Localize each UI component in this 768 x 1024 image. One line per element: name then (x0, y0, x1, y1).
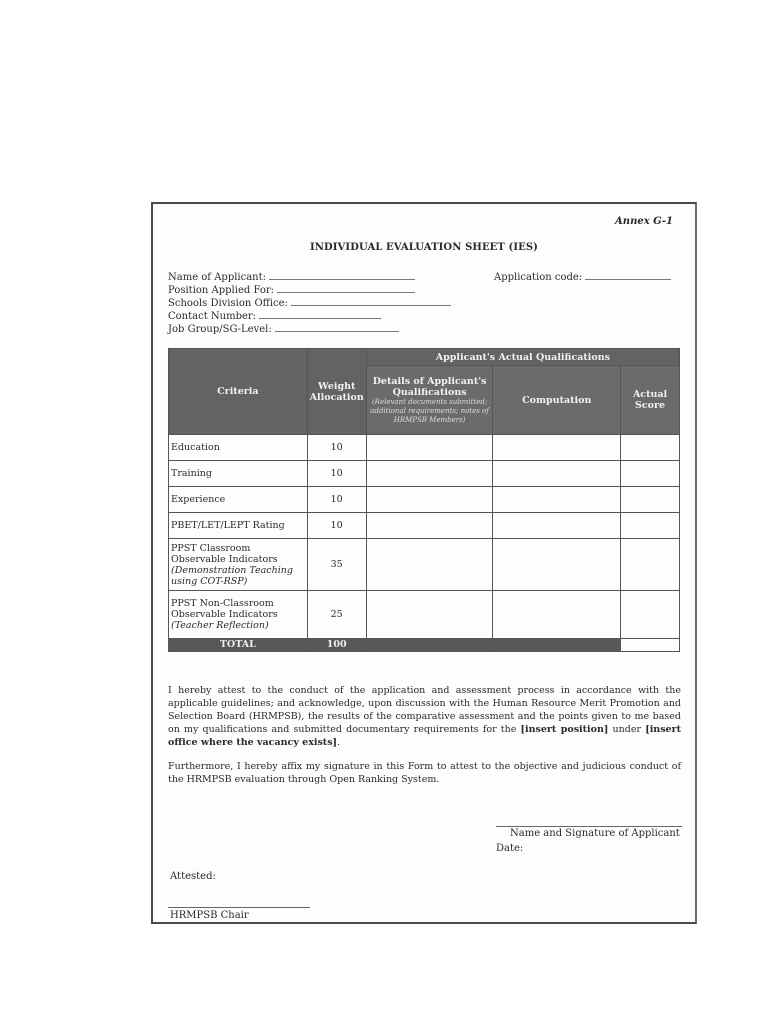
evaluation-sheet (151, 202, 697, 924)
computation-cell[interactable] (493, 513, 621, 539)
date-label: Date: (496, 843, 524, 854)
table-row (169, 435, 680, 461)
computation-cell[interactable] (493, 591, 621, 639)
criteria-cell: Experience (169, 487, 308, 513)
table-row (169, 461, 680, 487)
score-cell[interactable] (621, 487, 680, 513)
attestation-paragraph: I hereby attest to the conduct of the application and assessment process in accordance with the applicable guidelines; and acknowledge, upon discussion with the Human Resource Merit Promotion and Selection Board (HRMPSB), the results of the comparative assessment and the points given to me based on my qualifications and submitted documentary requirements for the [insert position] under [insert office where the vacancy exists]. (168, 685, 681, 748)
details-cell[interactable] (366, 487, 493, 513)
criteria-note: (Teacher Reflection) (171, 620, 269, 631)
chair-label: HRMPSB Chair (170, 910, 249, 921)
header-computation: Computation (493, 366, 621, 435)
applicant-signature-label: Name and Signature of Applicant (510, 828, 680, 839)
table-row (169, 591, 680, 639)
criteria-cell: PPST Classroom Observable Indicators (Demonstration Teaching using COT-RSP) (169, 539, 308, 591)
table-row (169, 539, 680, 591)
sheet-title: INDIVIDUAL EVALUATION SHEET (IES) (309, 242, 538, 253)
insert-position-placeholder: [insert position] (520, 724, 609, 735)
total-weight: 100 (307, 639, 366, 652)
header-actual-score: Actual Score (621, 366, 680, 435)
total-label: TOTAL (169, 639, 308, 652)
total-score-cell[interactable] (621, 639, 680, 652)
field-name: Name of Applicant: (168, 270, 415, 283)
computation-cell[interactable] (493, 435, 621, 461)
field-job-group: Job Group/SG-Level: (168, 322, 399, 335)
field-position: Position Applied For: (168, 283, 415, 296)
criteria-cell: Education (169, 435, 308, 461)
score-cell[interactable] (621, 461, 680, 487)
header-details-note: (Relevant documents submitted; additional requirements; notes of HRMPSB Members) (370, 397, 489, 424)
weight-cell: 10 (307, 435, 366, 461)
chair-signature-line (168, 907, 310, 908)
header-criteria: Criteria (169, 349, 308, 435)
total-row (169, 639, 680, 652)
computation-cell[interactable] (493, 539, 621, 591)
header-weight: Weight Allocation (307, 349, 366, 435)
applicant-signature-line (496, 826, 682, 827)
computation-cell[interactable] (493, 461, 621, 487)
details-cell[interactable] (366, 435, 493, 461)
evaluation-table (168, 348, 680, 652)
criteria-note: (Demonstration Teaching using COT-RSP) (171, 564, 293, 587)
weight-cell: 10 (307, 513, 366, 539)
insert-office-placeholder: [insert office where the vacancy exists] (168, 724, 681, 748)
criteria-cell: Training (169, 461, 308, 487)
score-cell[interactable] (621, 513, 680, 539)
details-cell[interactable] (366, 461, 493, 487)
weight-cell: 35 (307, 539, 366, 591)
weight-cell: 25 (307, 591, 366, 639)
computation-cell[interactable] (493, 487, 621, 513)
details-cell[interactable] (366, 513, 493, 539)
table-row (169, 513, 680, 539)
weight-cell: 10 (307, 487, 366, 513)
field-application-code: Application code: (494, 270, 671, 283)
details-cell[interactable] (366, 539, 493, 591)
header-actual-qualifications: Applicant's Actual Qualifications (366, 349, 679, 366)
score-cell[interactable] (621, 591, 680, 639)
criteria-cell: PBET/LET/LEPT Rating (169, 513, 308, 539)
attested-label: Attested: (170, 871, 216, 882)
annex-label: Annex G-1 (615, 216, 673, 227)
criteria-cell: PPST Non-Classroom Observable Indicators (Teacher Reflection) (169, 591, 308, 639)
field-sdo: Schools Division Office: (168, 296, 451, 309)
affirmation-paragraph: Furthermore, I hereby affix my signature in this Form to attest to the objective and judicious conduct of the HRMPSB evaluation through Open Ranking System. (168, 761, 681, 785)
score-cell[interactable] (621, 539, 680, 591)
table-row (169, 487, 680, 513)
field-contact: Contact Number: (168, 309, 381, 322)
details-cell[interactable] (366, 591, 493, 639)
header-details: Details of Applicant's Qualifications (Relevant documents submitted; additional requirements; notes of HRMPSB Members) (366, 366, 493, 435)
weight-cell: 10 (307, 461, 366, 487)
score-cell[interactable] (621, 435, 680, 461)
